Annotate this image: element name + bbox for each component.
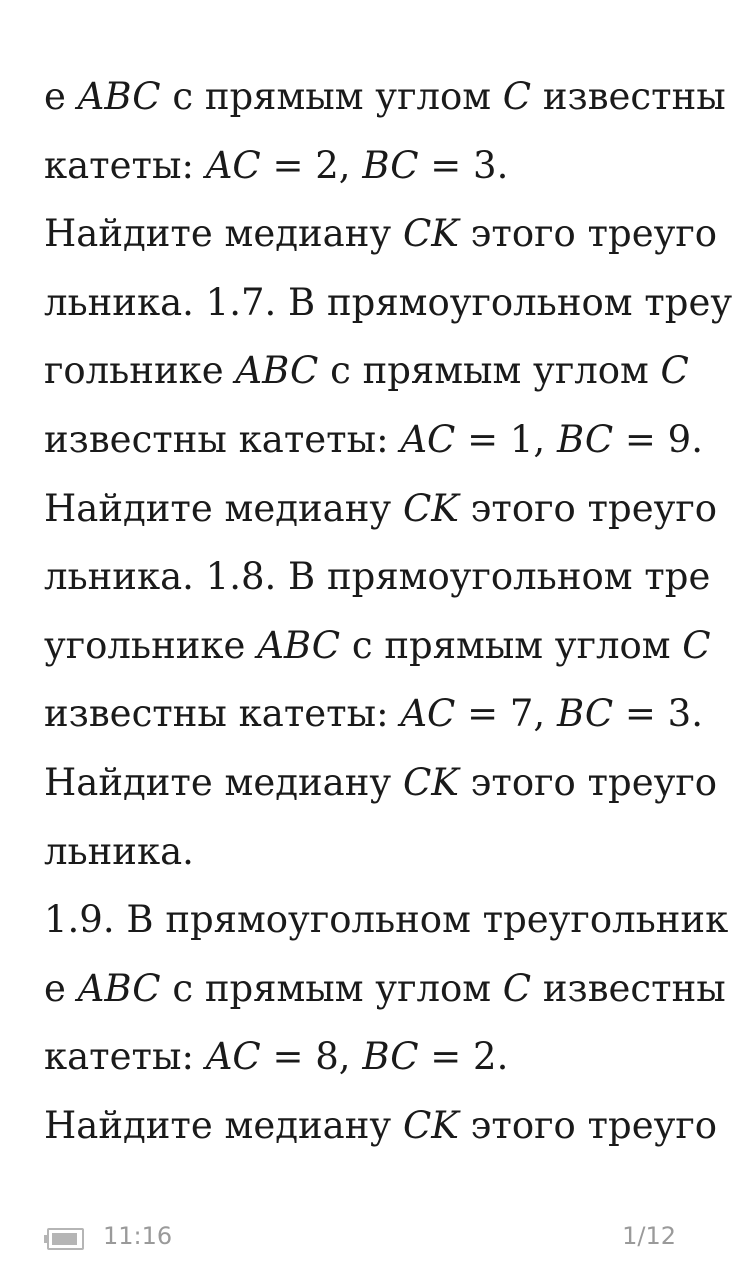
text-line xyxy=(44,70,726,139)
math-symbol: CK xyxy=(402,212,459,256)
text-run: катеты: xyxy=(44,143,206,187)
math-symbol: ABC xyxy=(77,75,161,118)
text-run: Найдите медиану xyxy=(44,1103,403,1147)
math-symbol: BC xyxy=(362,1035,419,1079)
text-line xyxy=(44,756,718,825)
text-run: Найдите медиану xyxy=(44,486,403,530)
math-symbol: CK xyxy=(402,1103,459,1147)
text-line xyxy=(44,139,684,208)
text-line xyxy=(44,276,732,345)
text-line xyxy=(44,482,718,551)
text-run: этого треуго xyxy=(458,760,718,804)
document-text xyxy=(44,70,732,1168)
text-line xyxy=(44,687,703,756)
math-symbol: BC xyxy=(362,143,419,187)
text-line xyxy=(44,1030,684,1099)
text-run: = 2, xyxy=(260,143,363,187)
text-run: этого треуго xyxy=(458,212,718,256)
text-run: этого треуго xyxy=(458,1103,718,1147)
text-line xyxy=(44,893,729,962)
text-run: с прямым углом xyxy=(340,623,683,667)
text-run: известны катеты: xyxy=(44,692,401,736)
text-run: Найдите медиану xyxy=(44,760,403,804)
math-symbol: ABC xyxy=(235,349,319,393)
math-symbol: AC xyxy=(400,417,456,461)
math-symbol: C xyxy=(502,966,532,1010)
math-symbol: C xyxy=(502,75,532,118)
text-run: = 9. xyxy=(613,417,703,461)
text-run: с прямым углом xyxy=(160,75,503,118)
text-run: = 3. xyxy=(613,692,703,736)
text-line xyxy=(44,962,726,1031)
text-run: е xyxy=(44,966,78,1010)
text-line xyxy=(44,825,684,894)
text-line xyxy=(44,344,689,413)
text-run: Найдите медиану xyxy=(44,212,403,256)
text-run: угольнике xyxy=(44,623,258,667)
math-symbol: ABC xyxy=(77,966,161,1010)
text-run: = 7, xyxy=(455,692,557,736)
text-run: этого треуго xyxy=(458,486,718,530)
status-footer xyxy=(0,1218,720,1258)
text-run: = 2. xyxy=(418,1035,509,1079)
math-symbol: CK xyxy=(402,486,459,530)
math-symbol: AC xyxy=(205,143,261,187)
math-symbol: BC xyxy=(556,692,614,736)
text-run: льника. 1.8. В прямоугольном тре xyxy=(44,555,711,599)
text-run: = 8, xyxy=(260,1035,363,1079)
math-symbol: AC xyxy=(400,692,456,736)
text-run: известны катеты: xyxy=(44,417,401,461)
text-run: льника. 1.7. В прямоугольном треу xyxy=(44,280,732,324)
text-run: с прямым углом xyxy=(160,966,503,1010)
clock-time: 11:16 xyxy=(103,1222,173,1250)
text-run: гольнике xyxy=(44,349,236,393)
math-symbol: AC xyxy=(205,1035,261,1079)
text-run: с прямым углом xyxy=(318,349,661,393)
text-run: = 1, xyxy=(455,417,557,461)
math-symbol: C xyxy=(682,623,711,667)
math-symbol: ABC xyxy=(257,623,341,667)
math-symbol: C xyxy=(660,349,689,393)
math-symbol: BC xyxy=(556,417,614,461)
math-symbol: CK xyxy=(402,760,459,804)
text-run: е xyxy=(44,75,78,118)
battery-icon xyxy=(44,1228,84,1250)
text-line xyxy=(44,207,718,276)
text-line xyxy=(44,550,711,619)
text-run: 1.9. В прямоугольном треугольник xyxy=(44,898,729,942)
text-run: = 3. xyxy=(418,143,509,187)
page-indicator: 1/12 xyxy=(622,1222,676,1250)
text-run: катеты: xyxy=(44,1035,206,1079)
text-line xyxy=(44,619,711,688)
text-run: известны xyxy=(531,75,726,118)
text-run: известны xyxy=(531,966,726,1010)
text-line xyxy=(44,1099,718,1168)
text-line xyxy=(44,413,703,482)
text-run: льника. xyxy=(44,829,194,873)
